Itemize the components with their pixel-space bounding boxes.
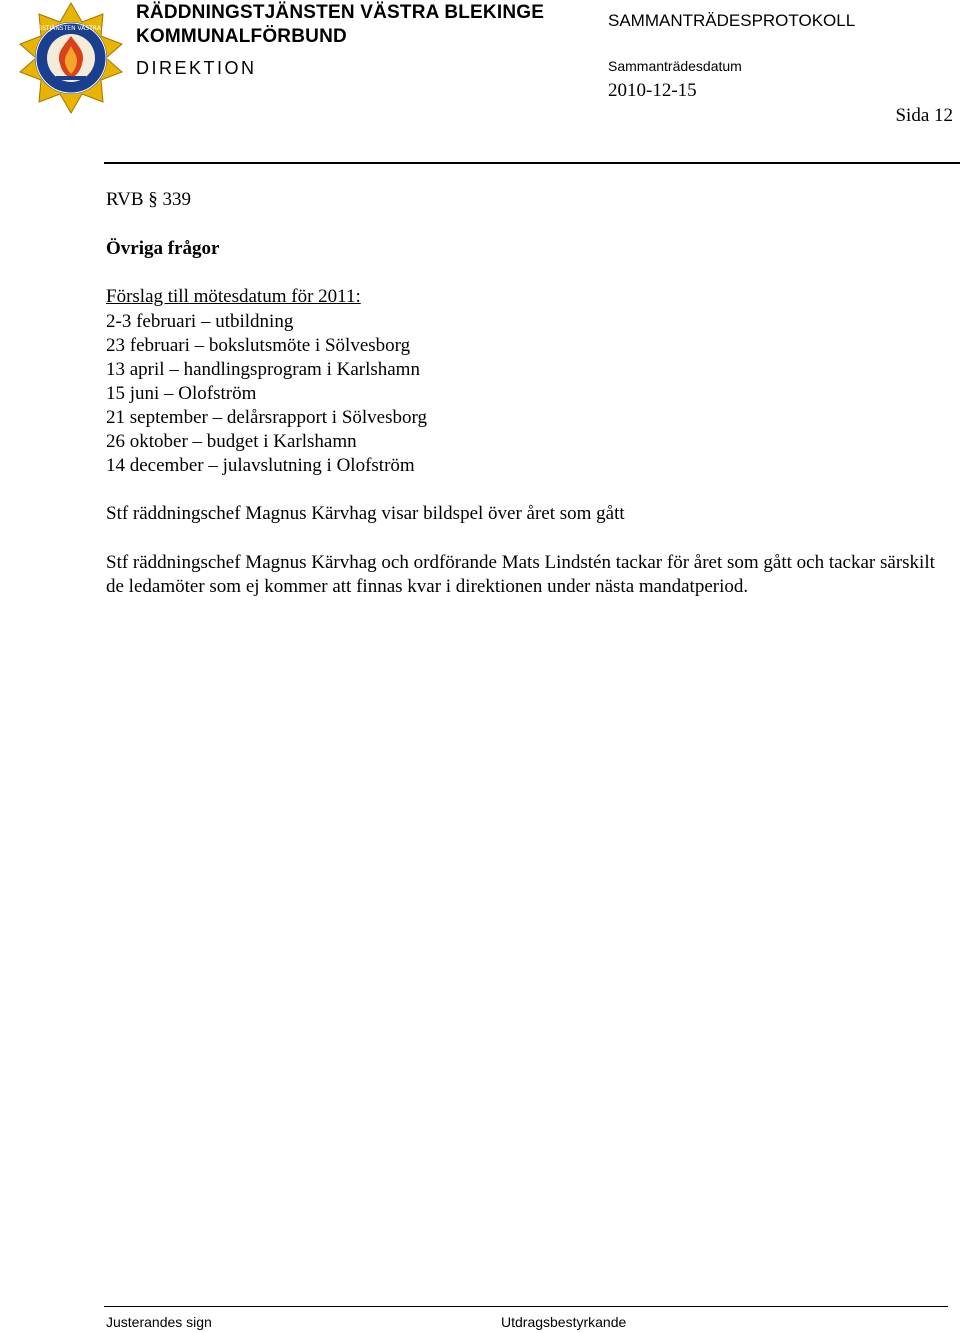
org-name-line1: RÄDDNINGSTJÄNSTEN VÄSTRA BLEKINGE	[136, 2, 545, 23]
section-heading: Övriga frågor	[106, 238, 220, 259]
paragraph-slideshow: Stf räddningschef Magnus Kärvhag visar bildspel över året som gått	[106, 503, 625, 524]
meeting-date-label: Sammanträdesdatum	[608, 58, 742, 74]
list-item: 14 december – julavslutning i Olofström	[106, 455, 415, 476]
list-item: 23 februari – bokslutsmöte i Sölvesborg	[106, 335, 411, 356]
org-name-line2: KOMMUNALFÖRBUND	[136, 26, 347, 47]
list-item: 15 juni – Olofström	[106, 383, 257, 404]
extract-label: Utdragsbestyrkande	[501, 1314, 627, 1330]
list-item: 2-3 februari – utbildning	[106, 311, 294, 332]
logo-ring-text: RÄDDNINGSTJÄNSTEN VÄSTRA BLEKINGE	[9, 25, 133, 32]
section-number: RVB § 339	[106, 189, 192, 210]
meeting-date-value: 2010-12-15	[608, 80, 697, 101]
list-item: 21 september – delårsrapport i Sölvesborg	[106, 407, 427, 428]
meeting-date-list	[106, 310, 427, 478]
header-divider	[104, 162, 960, 164]
list-item: 26 oktober – budget i Karlshamn	[106, 431, 357, 452]
fire-rescue-emblem-icon	[9, 2, 133, 114]
proposal-title: Förslag till mötesdatum för 2011:	[106, 286, 361, 307]
document-type: SAMMANTRÄDESPROTOKOLL	[608, 11, 856, 30]
paragraph-thanks: Stf räddningschef Magnus Kärvhag och ordförande Mats Lindstén tackar för året som gått och tackar särskilt de ledamöter som ej kommer att finnas kvar i direktionen under nästa mandatperiod.	[106, 552, 935, 597]
sign-label: Justerandes sign	[106, 1314, 212, 1330]
list-item: 13 april – handlingsprogram i Karlshamn	[106, 359, 420, 380]
page-number: Sida 12	[895, 105, 953, 126]
department-label: DIREKTION	[136, 58, 257, 78]
footer-divider	[104, 1306, 948, 1307]
